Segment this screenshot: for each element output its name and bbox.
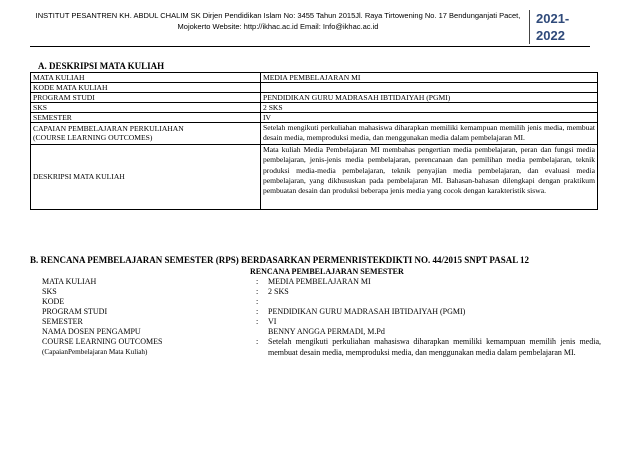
row-value: [261, 83, 598, 93]
info-value: VI: [268, 317, 277, 326]
clo-sublabel: (CapaianPembelajaran Mata Kuliah): [42, 348, 148, 356]
table-row: [31, 83, 598, 93]
cpl-value: Setelah mengikuti perkuliahan mahasiswa diharapkan memiliki kemampuan memilih jenis media, membuat desain media, memproduksi media, dan menggunakan media dalam pembelajaran MI.: [261, 123, 598, 145]
info-colon: :: [256, 317, 259, 326]
info-label: MATA KULIAH: [42, 277, 97, 286]
info-colon: :: [256, 287, 259, 296]
clo-value: Setelah mengikuti perkuliahan mahasiswa diharapkan memiliki kemampuan memilih jenis media, membuat desain media, memproduksi media, dan menggunakan media dalam pembelajaran MI.: [268, 337, 601, 357]
row-label: KODE MATA KULIAH: [31, 83, 261, 93]
letterhead: [30, 10, 526, 44]
letterhead-line-1: INSTITUT PESANTREN KH. ABDUL CHALIM SK Dirjen Pendidikan Islam No: 3455 Tahun 2015Jl. Raya Tirtowening No. 17 Bendunganjati Pacet,: [35, 11, 521, 20]
row-label: PROGRAM STUDI: [31, 93, 261, 103]
table-row: [31, 103, 598, 113]
info-colon: :: [256, 297, 259, 306]
info-colon: :: [256, 307, 259, 316]
info-label: KODE: [42, 297, 65, 306]
row-value: MEDIA PEMBELAJARAN MI: [261, 73, 598, 83]
rps-title: RENCANA PEMBELAJARAN SEMESTER: [250, 267, 404, 276]
info-colon: :: [256, 277, 259, 286]
cpl-label-line-2: (COURSE LEARNING OUTCOMES): [33, 133, 153, 143]
section-a-title: A. DESKRIPSI MATA KULIAH: [38, 61, 165, 71]
info-label: SEMESTER: [42, 317, 83, 326]
table-row: [31, 113, 598, 123]
row-value: 2 SKS: [261, 103, 598, 113]
list-item: [42, 337, 602, 373]
year-start: 2021-: [536, 11, 570, 26]
cpl-label-line-1: CAPAIAN PEMBELAJARAN PERKULIAHAN: [33, 124, 184, 134]
info-value: PENDIDIKAN GURU MADRASAH IBTIDAIYAH (PGMI): [268, 307, 466, 316]
list-item: [42, 297, 602, 307]
list-item: [42, 287, 602, 297]
info-label: PROGRAM STUDI: [42, 307, 108, 316]
row-value: PENDIDIKAN GURU MADRASAH IBTIDAIYAH (PGMI): [261, 93, 598, 103]
header-divider: [30, 46, 590, 47]
info-value: MEDIA PEMBELAJARAN MI: [268, 277, 371, 286]
info-label: [42, 337, 162, 357]
cpl-label: [31, 123, 261, 145]
clo-label: COURSE LEARNING OUTCOMES: [42, 337, 163, 346]
row-label: MATA KULIAH: [31, 73, 261, 83]
row-label: SKS: [31, 103, 261, 113]
course-description-table: [30, 72, 598, 210]
table-row: [31, 73, 598, 83]
rps-info-list: [42, 277, 602, 373]
info-label: NAMA DOSEN PENGAMPU: [42, 327, 141, 336]
letterhead-line-2: Mojokerto Website: http://ikhac.ac.id Email: Info@ikhac.ac.id: [177, 22, 379, 31]
info-label: SKS: [42, 287, 57, 296]
info-value: BENNY ANGGA PERMADI, M.Pd: [268, 327, 385, 336]
table-row: [31, 144, 598, 209]
list-item: [42, 327, 602, 337]
info-colon: :: [256, 337, 259, 346]
info-value: 2 SKS: [268, 287, 289, 296]
list-item: [42, 317, 602, 327]
list-item: [42, 307, 602, 317]
table-row: [31, 123, 598, 145]
description-label: DESKRIPSI MATA KULIAH: [31, 144, 261, 209]
description-value: Mata kuliah Media Pembelajaran MI membahas pengertian media pembelajaran, peran dan fungsi media pembelajaran, jenis-jenis media pembelajaran, perencanaan dan pemilihan media pembelajaran, teknik produksi media-media pembelajaran, teknik penyajian media pembelajaran, dan evaluasi media pembelajaran, yang dikhususkan pada pembelajaran MI. Bahasan-bahasan dilengkapi dengan praktikum pembuatan desain dan produksi beberapa jenis media yang cocok dengan karakteristik siswa.: [261, 144, 598, 209]
year-end: 2022: [536, 28, 565, 43]
list-item: [42, 277, 602, 287]
table-row: [31, 93, 598, 103]
academic-year: [529, 10, 596, 44]
row-value: IV: [261, 113, 598, 123]
row-label: SEMESTER: [31, 113, 261, 123]
section-b-title: B. RENCANA PEMBELAJARAN SEMESTER (RPS) BERDASARKAN PERMENRISTEKDIKTI NO. 44/2015 SNPT PASAL 12: [30, 255, 529, 265]
